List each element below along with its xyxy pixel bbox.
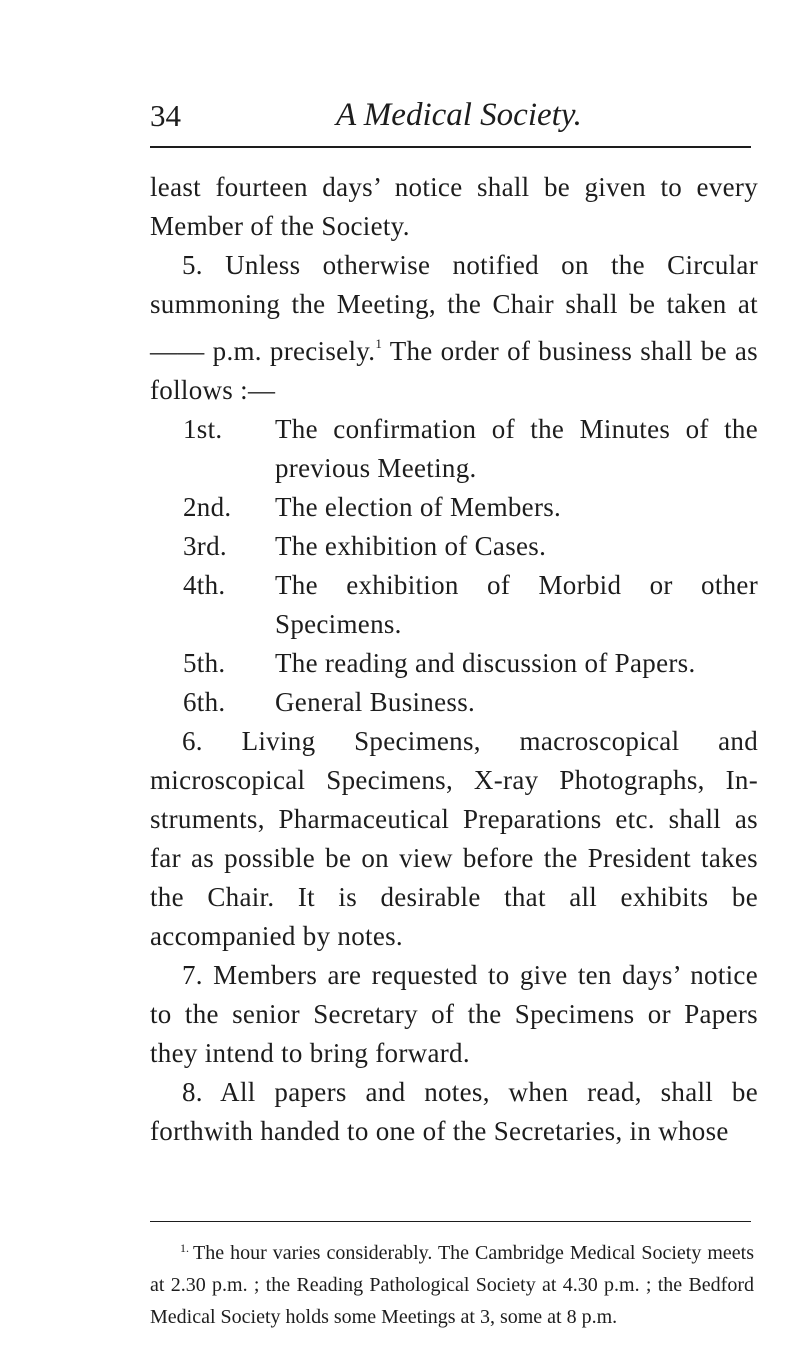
list-item bbox=[150, 683, 758, 722]
list-item-text: The confirmation of the Minutes of the previous Meeting. bbox=[275, 414, 758, 483]
page-number: 34 bbox=[150, 98, 181, 133]
list-item bbox=[150, 410, 758, 488]
continuation-paragraph: least fourteen days’ notice shall be given to every Member of the Society. bbox=[150, 172, 758, 241]
rule-8-paragraph: 8. All papers and notes, when read, shall be forthwith handed to one of the Secretaries, in whose bbox=[150, 1077, 758, 1146]
list-item-text: The reading and discussion of Papers. bbox=[275, 648, 696, 678]
rule-7-paragraph: 7. Members are requested to give ten days’ notice to the senior Secretary of the Specimens or Papers they intend to bring forward. bbox=[150, 960, 758, 1068]
rule-5-paragraph bbox=[150, 246, 758, 410]
list-item-text: The election of Members. bbox=[275, 492, 562, 522]
list-item bbox=[150, 644, 758, 683]
footnote bbox=[150, 1232, 754, 1333]
footnote-rule bbox=[150, 1221, 751, 1222]
list-item-number: 5th. bbox=[183, 648, 226, 678]
header-rule bbox=[150, 146, 751, 148]
page-header bbox=[150, 93, 750, 138]
list-item-text: The exhibition of Morbid or other Specimens. bbox=[275, 570, 758, 639]
list-item-number: 4th. bbox=[183, 570, 226, 600]
body-text bbox=[150, 168, 758, 1151]
list-item-number: 1st. bbox=[183, 414, 223, 444]
rule-5-text: 5. Unless otherwise notified on the Circular summoning the Meeting, the Chair shall be taken at —— p.m. precisely. bbox=[150, 250, 758, 366]
rule-5-text-continued: The order of business shall be as follows :— bbox=[150, 336, 758, 405]
list-item-text: General Business. bbox=[275, 687, 476, 717]
list-item-number: 6th. bbox=[183, 687, 226, 717]
footnote-text: The hour varies considerably. The Cambridge Medical Society meets at 2.30 p.m. ; the Reading Pathological Society at 4.30 p.m. ; the Bedford Medical Society holds some Meetings at 3, some at 8 p.m. bbox=[150, 1242, 754, 1328]
footnote-mark: 1. bbox=[180, 1241, 189, 1255]
footnote-reference: 1 bbox=[375, 336, 383, 351]
list-item bbox=[150, 488, 758, 527]
footnote-paragraph bbox=[150, 1232, 754, 1333]
list-item-number: 2nd. bbox=[183, 492, 232, 522]
list-item bbox=[150, 566, 758, 644]
rule-6-paragraph: 6. Living Specimens, macroscopical and microscopical Specimens, X-ray Photographs, In-struments, Pharmaceutical Preparations etc. shall as far as possible be on view before the President takes the Chair. It is desirable that all exhibits be accompanied by notes. bbox=[150, 726, 758, 951]
list-item bbox=[150, 527, 758, 566]
running-title: A Medical Society. bbox=[336, 97, 582, 133]
list-item-text: The exhibition of Cases. bbox=[275, 531, 547, 561]
list-item-number: 3rd. bbox=[183, 531, 227, 561]
order-of-business-list bbox=[150, 410, 758, 722]
